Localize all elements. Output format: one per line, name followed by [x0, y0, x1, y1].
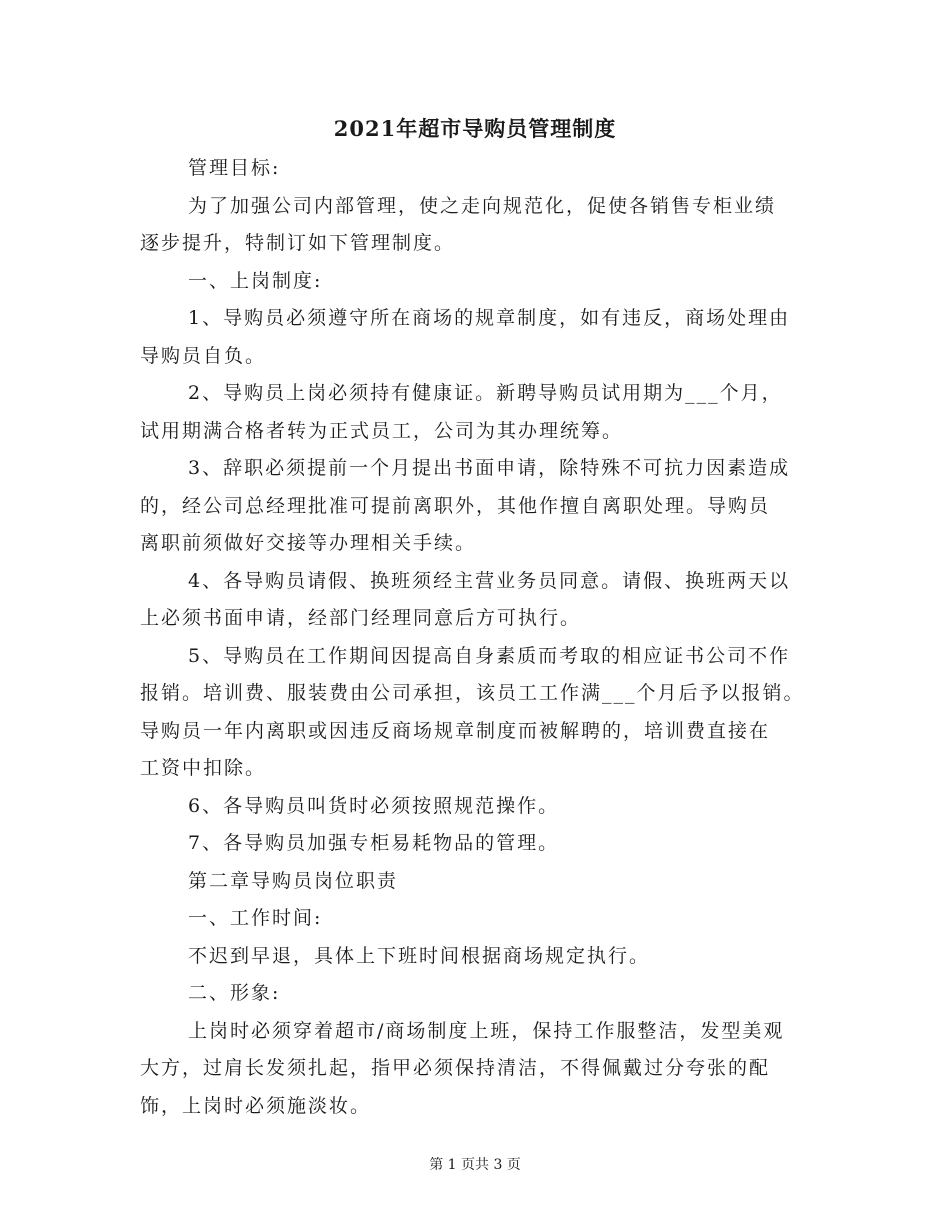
body-line: 管理目标: — [188, 157, 281, 179]
body-line: 上必须书面申请，经部门经理同意后方可执行。 — [140, 607, 582, 629]
body-line: 不迟到早退，具体上下班时间根据商场规定执行。 — [188, 944, 651, 967]
body-line: 大方，过肩长发须扎起，指甲必须保持清洁，不得佩戴过分夸张的配 — [140, 1057, 771, 1079]
body-line: 1、导购员必须遵守所在商场的规章制度，如有违反，商场处理由 — [188, 307, 791, 329]
body-line: 5、导购员在工作期间因提高自身素质而考取的相应证书公司不作 — [188, 644, 791, 667]
body-line: 第二章导购员岗位职责 — [188, 869, 399, 892]
body-line: 导购员自负。 — [140, 344, 267, 367]
body-line: 为了加强公司内部管理，使之走向规范化，促使各销售专柜业绩 — [188, 194, 777, 217]
body-line: 二、形象: — [188, 982, 281, 1004]
body-line: 导购员一年内离职或因违反商场规章制度而被解聘的，培训费直接在 — [140, 719, 771, 742]
body-line: 饰，上岗时必须施淡妆。 — [140, 1094, 372, 1117]
body-line: 6、各导购员叫货时必须按照规范操作。 — [188, 794, 560, 817]
document-title: 2021年超市导购员管理制度 — [333, 116, 617, 141]
body-line: 4、各导购员请假、换班须经主营业务员同意。请假、换班两天以 — [188, 569, 791, 592]
body-line: 试用期满合格者转为正式员工，公司为其办理统筹。 — [140, 419, 624, 442]
body-line: 3、辞职必须提前一个月提出书面申请，除特殊不可抗力因素造成 — [188, 457, 791, 479]
body-line: 报销。培训费、服装费由公司承担，该员工工作满___个月后予以报销。 — [140, 682, 805, 704]
body-line: 一、工作时间: — [188, 907, 323, 929]
body-line: 离职前须做好交接等办理相关手续。 — [140, 532, 477, 554]
body-line: 工资中扣除。 — [140, 757, 267, 779]
body-line: 一、上岗制度: — [188, 269, 323, 292]
body-line: 逐步提升，特制订如下管理制度。 — [140, 232, 456, 254]
body-line: 7、各导购员加强专柜易耗物品的管理。 — [188, 832, 560, 854]
body-line: 2、导购员上岗必须持有健康证。新聘导购员试用期为___个月， — [188, 382, 783, 404]
document-body — [140, 150, 820, 1125]
body-line: 上岗时必须穿着超市/商场制度上班，保持工作服整洁，发型美观 — [188, 1019, 785, 1042]
body-line: 的，经公司总经理批准可提前离职外，其他作擅自离职处理。导购员 — [140, 494, 771, 517]
page-footer: 第 1 页共 3 页 — [429, 1157, 521, 1173]
